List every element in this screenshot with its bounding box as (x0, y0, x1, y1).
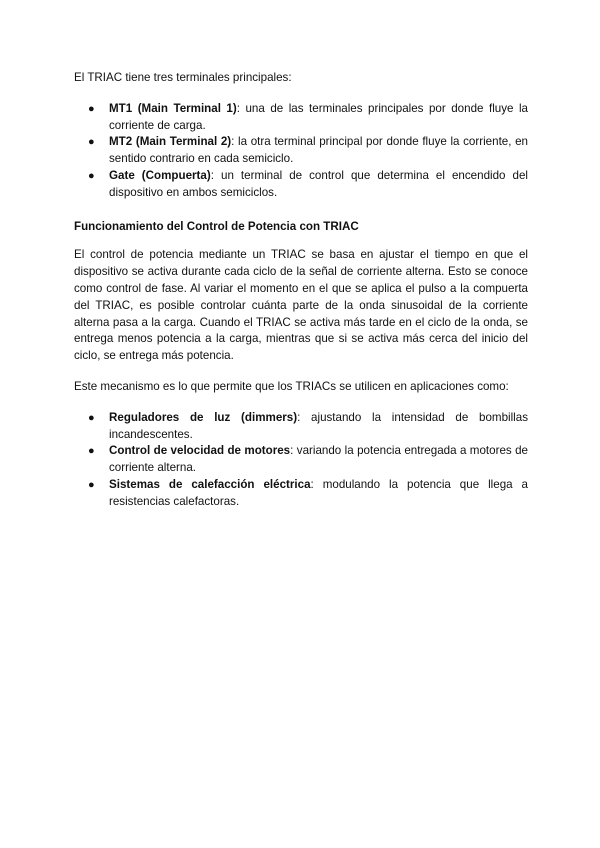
list-item (74, 101, 528, 135)
term-label: MT1 (Main Terminal 1) (109, 101, 237, 115)
application-description: : variando la potencia entregada a motores de corriente alterna. (109, 444, 528, 475)
section-paragraph: El control de potencia mediante un TRIAC se basa en ajustar el tiempo en que el dispositivo se activa durante cada ciclo de la señal de corriente alterna. Esto se conoce como control de fase. Al variar el momento en el que se aplica el pulso a la compuerta del TRIAC, es posible controlar cuánta parte de la onda sinusoidal de la corriente alterna pasa a la carga. Cuando el TRIAC se activa más tarde en el ciclo de la onda, se entrega menos potencia a la carga, mientras que si se activa más cerca del inicio del ciclo, se entrega más potencia. (74, 248, 528, 363)
terminals-list (74, 101, 528, 202)
term-description: : la otra terminal principal por donde fluye la corriente, en sentido contrario en cada semiciclo. (109, 135, 529, 166)
application-label: Reguladores de luz (dimmers) (109, 410, 298, 424)
bullet-icon: ● (88, 102, 95, 115)
intro-text: El TRIAC tiene tres terminales principales: (74, 71, 292, 84)
term-description: : un terminal de control que determina el encendido del dispositivo en ambos semiciclos. (109, 168, 528, 199)
document-page (74, 70, 528, 511)
list-item (74, 477, 528, 511)
applications-list (74, 410, 528, 511)
applications-intro: Este mecanismo es lo que permite que los TRIACs se utilicen en aplicaciones como: (74, 379, 509, 393)
application-description: : ajustando la intensidad de bombillas incandescentes. (109, 410, 528, 441)
list-item (74, 168, 528, 202)
bullet-icon: ● (88, 136, 95, 149)
list-item (74, 443, 528, 477)
list-item (74, 134, 528, 168)
section-heading: Funcionamiento del Control de Potencia con TRIAC (74, 219, 359, 233)
application-description: : modulando la potencia que llega a resistencias calefactoras. (109, 477, 528, 508)
bullet-icon: ● (88, 169, 95, 182)
list-item (74, 410, 528, 444)
bullet-icon: ● (88, 411, 95, 424)
bullet-icon: ● (88, 478, 95, 491)
term-description: : una de las terminales principales por donde fluye la corriente de carga. (109, 101, 528, 132)
application-label: Control de velocidad de motores (109, 444, 291, 458)
term-label: Gate (Compuerta) (109, 168, 211, 182)
term-label: MT2 (Main Terminal 2) (109, 135, 232, 149)
bullet-icon: ● (88, 445, 95, 458)
application-label: Sistemas de calefacción eléctrica (109, 477, 311, 491)
